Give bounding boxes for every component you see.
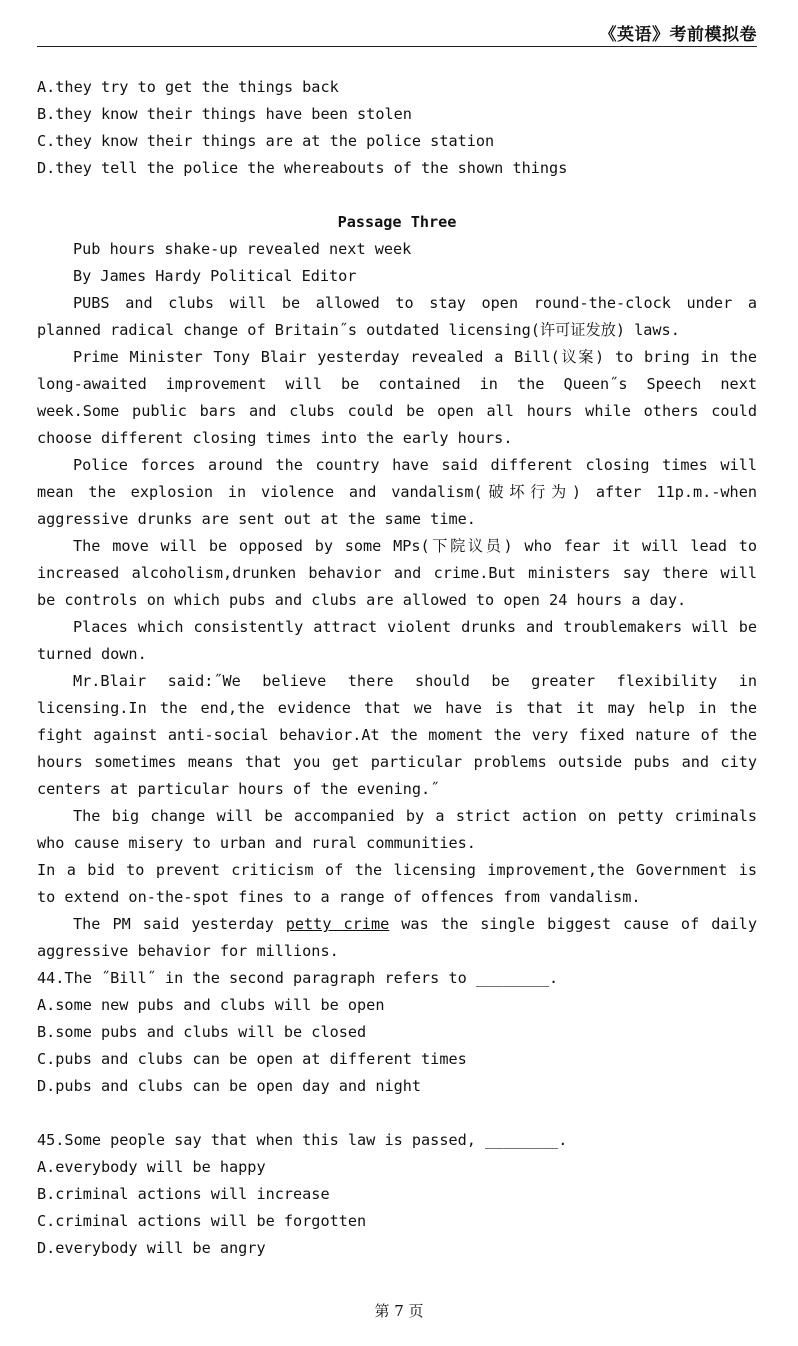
q45-stem: 45.Some people say that when this law is passed, ________.: [37, 1131, 568, 1149]
paragraph-3: Police forces around the country have said different closing times will mean the explosion in violence and vandalism(破坏行为) after 11p.m.-when aggressive drunks are sent out at the same time.: [37, 456, 757, 528]
paragraph-1: PUBS and clubs will be allowed to stay open round-the-clock under a planned radical change of Britain˝s outdated licensing(许可证发放) laws.: [37, 294, 757, 339]
q45-option-c: C.criminal actions will be forgotten: [37, 1212, 367, 1230]
q44-stem: 44.The ˝Bill˝ in the second paragraph refers to ________.: [37, 969, 559, 987]
spacer: [37, 1100, 757, 1127]
passage-byline: By James Hardy Political Editor: [73, 267, 357, 285]
q45-option-b: B.criminal actions will increase: [37, 1185, 330, 1203]
q44-option-a: A.some new pubs and clubs will be open: [37, 996, 385, 1014]
q43-option-d: D.they tell the police the whereabouts of the shown things: [37, 159, 568, 177]
paragraph-5: Places which consistently attract violent drunks and troublemakers will be turned down.: [37, 618, 757, 663]
paragraph-9: [37, 911, 757, 965]
paragraph-9-start: The PM said yesterday: [73, 915, 286, 933]
underlined-phrase: petty crime: [285, 915, 390, 933]
paragraph-7: The big change will be accompanied by a strict action on petty criminals who cause misery to urban and rural communities.: [37, 807, 757, 852]
exam-title: 《英语》考前模拟卷: [599, 25, 757, 45]
paragraph-9-end: was the single biggest cause of daily aggressive behavior for millions.: [37, 915, 757, 960]
q43-option-c: C.they know their things are at the police station: [37, 132, 495, 150]
document-body: [37, 74, 757, 1262]
paragraph-6: Mr.Blair said:˝We believe there should be greater flexibility in licensing.In the end,the evidence that we have is that it may help in the fight against anti-social behavior.At the moment the very fixed nature of the hours sometimes means that you get particular problems outside pubs and city centers at particular hours of the evening.˝: [37, 672, 757, 798]
page-number: 第 7 页: [374, 1302, 424, 1320]
paragraph-8: In a bid to prevent criticism of the licensing improvement,the Government is to extend on-the-spot fines to a range of offences from vandalism.: [37, 861, 757, 906]
page-header: [37, 0, 757, 47]
paragraph-4: The move will be opposed by some MPs(下院议员) who fear it will lead to increased alcoholism,drunken behavior and crime.But ministers say there will be controls on which pubs and clubs are allowed to open 24 hours a day.: [37, 537, 757, 609]
spacer: [37, 182, 757, 209]
paragraph-2: Prime Minister Tony Blair yesterday revealed a Bill(议案) to bring in the long-awaited improvement will be contained in the Queen˝s Speech next week.Some public bars and clubs could be open all hours while others could choose different closing times into the early hours.: [37, 348, 757, 447]
q45-option-a: A.everybody will be happy: [37, 1158, 266, 1176]
q44-option-b: B.some pubs and clubs will be closed: [37, 1023, 367, 1041]
q44-option-c: C.pubs and clubs can be open at different times: [37, 1050, 467, 1068]
q44-option-d: D.pubs and clubs can be open day and night: [37, 1077, 422, 1095]
q43-option-b: B.they know their things have been stolen: [37, 105, 412, 123]
q43-option-a: A.they try to get the things back: [37, 78, 339, 96]
passage-headline: Pub hours shake-up revealed next week: [73, 240, 412, 258]
watermark: ​: [60, 260, 129, 342]
passage-title: Passage Three: [337, 213, 457, 231]
q45-option-d: D.everybody will be angry: [37, 1239, 266, 1257]
